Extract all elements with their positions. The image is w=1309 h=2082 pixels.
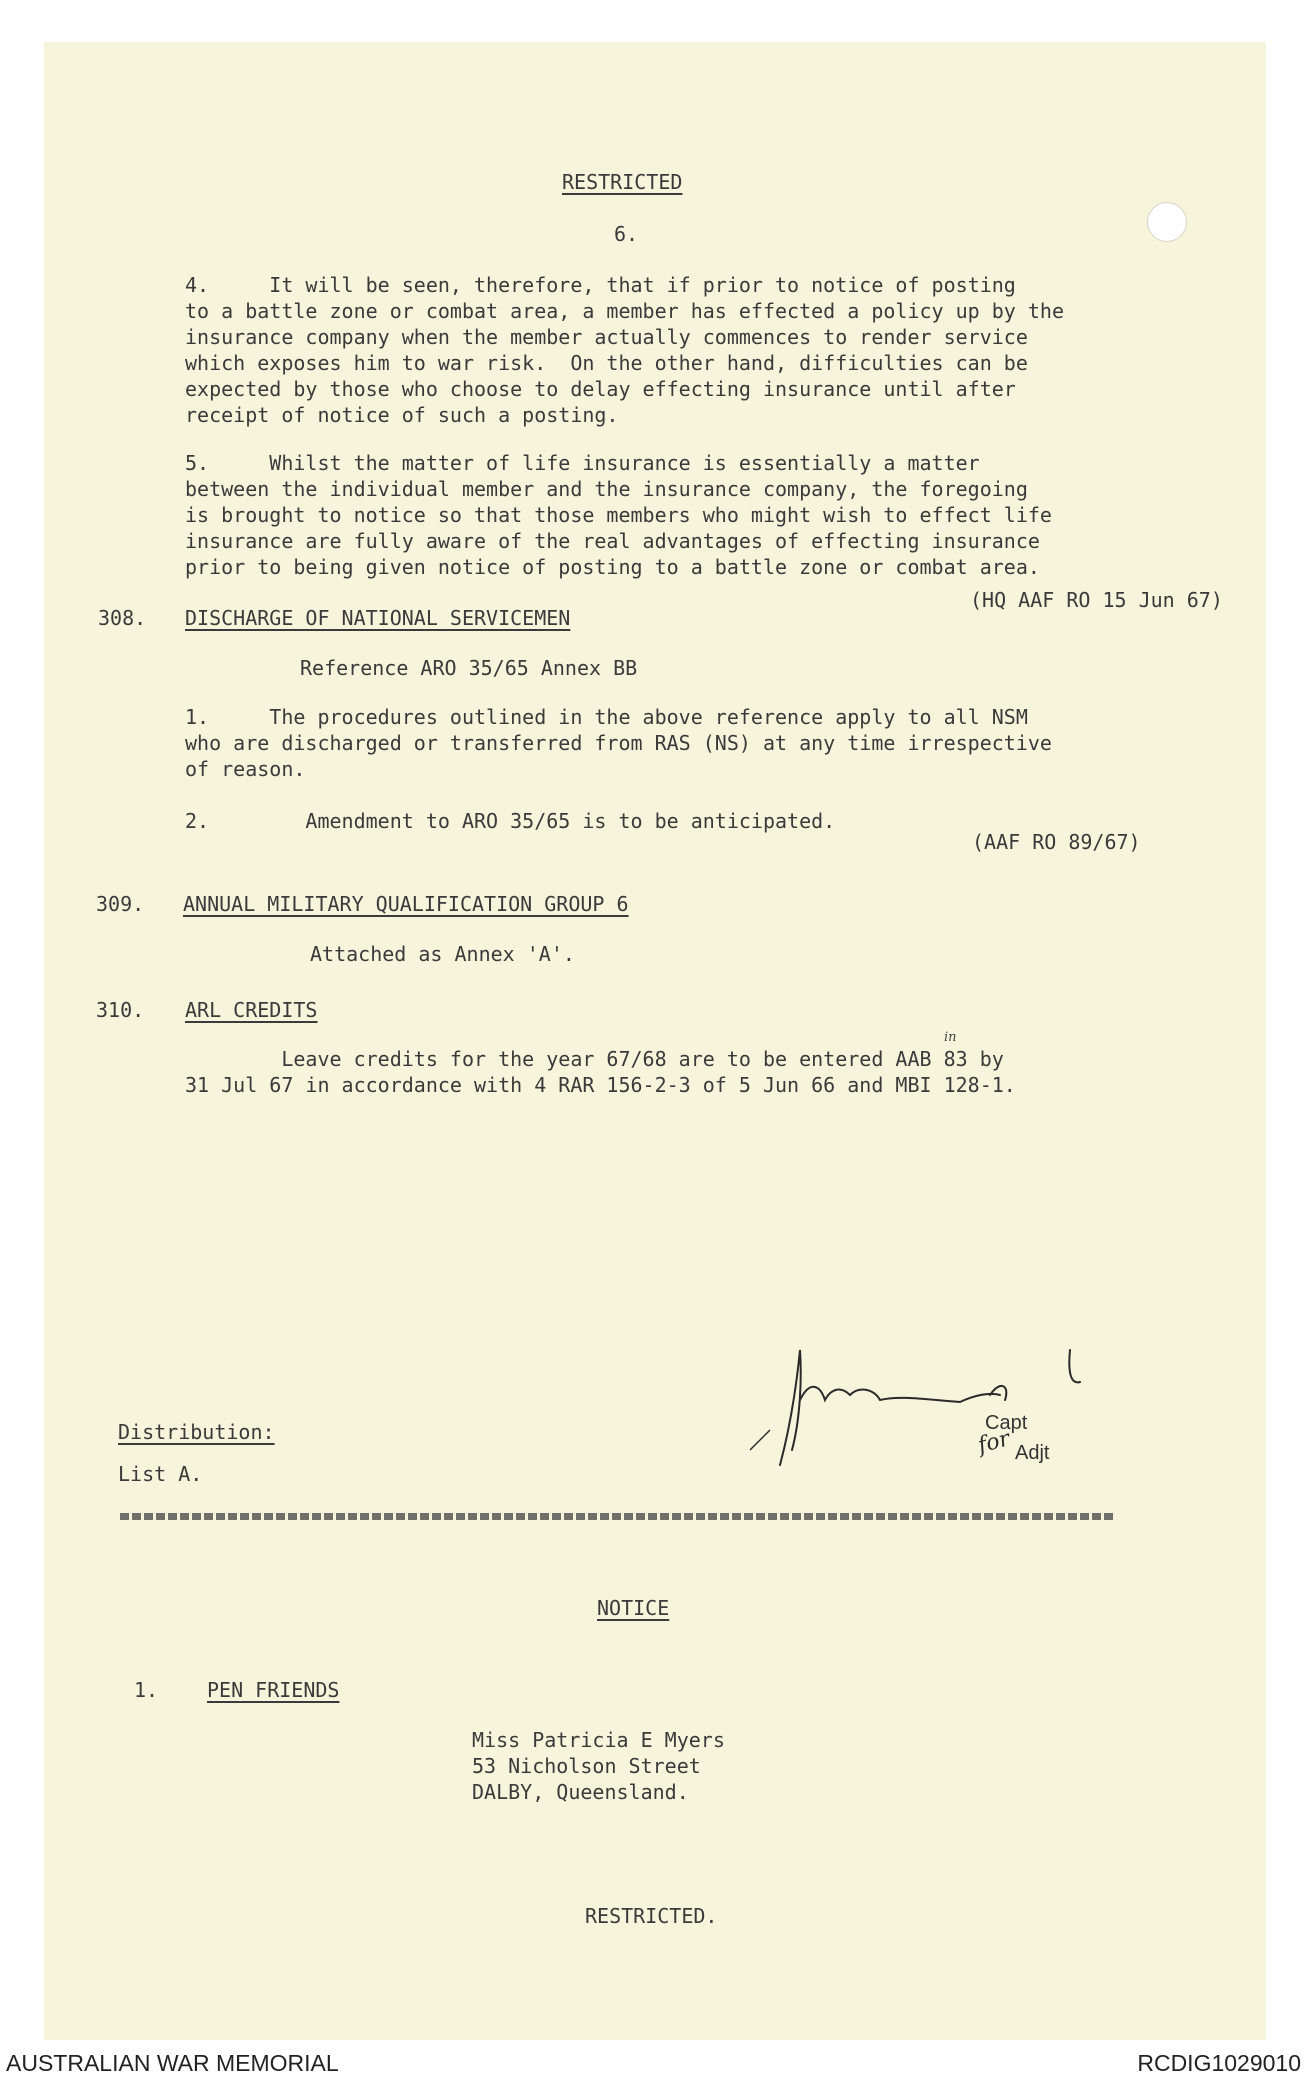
section-number-309: 309.	[96, 892, 145, 916]
separator-rule	[120, 1513, 1115, 1520]
address-line-street: 53 Nicholson Street	[472, 1754, 701, 1778]
page-number: 6.	[614, 222, 639, 246]
signature-appointment: Adjt	[1015, 1442, 1050, 1464]
archive-caption-left: AUSTRALIAN WAR MEMORIAL	[6, 2050, 339, 2076]
section-number-308: 308.	[98, 606, 147, 630]
classification-header: RESTRICTED	[562, 170, 683, 194]
address-line-town: DALBY, Queensland.	[472, 1780, 689, 1804]
section-308-item-1: 1. The procedures outlined in the above reference apply to all NSM who are discharged or transferred from RAS (NS) at any time irrespective of reason.	[185, 705, 1052, 781]
section-number-310: 310.	[96, 998, 145, 1022]
section-title-310: ARL CREDITS	[185, 998, 318, 1022]
reference-hq-aaf: (HQ AAF RO 15 Jun 67)	[970, 588, 1223, 612]
section-308-item-2: 2. Amendment to ARO 35/65 is to be anticipated.	[185, 809, 836, 833]
section-title-309: ANNUAL MILITARY QUALIFICATION GROUP 6	[183, 892, 629, 916]
signature-rank: Capt	[985, 1412, 1028, 1434]
classification-footer: RESTRICTED.	[585, 1904, 718, 1928]
section-title-308: DISCHARGE OF NATIONAL SERVICEMEN	[185, 606, 571, 630]
address-line-name: Miss Patricia E Myers	[472, 1728, 725, 1752]
signature	[740, 1340, 1120, 1470]
distribution-label: Distribution:	[118, 1420, 275, 1444]
section-309-body: Attached as Annex 'A'.	[310, 942, 575, 966]
paragraph-5: 5. Whilst the matter of life insurance is essentially a matter between the individual member and the insurance company, the foregoing is brought to notice so that those members who might wish to effect life insurance are fully aware of the real advantages of effecting insurance prior to being given notice of posting to a battle zone or combat area.	[185, 451, 1052, 579]
notice-title: NOTICE	[597, 1596, 670, 1620]
archive-caption-right: RCDIG1029010	[1137, 2050, 1301, 2076]
section-reference-308: Reference ARO 35/65 Annex BB	[300, 656, 638, 680]
notice-item-title: PEN FRIENDS	[207, 1678, 340, 1702]
distribution-value: List A.	[118, 1462, 203, 1486]
signature-for-mark: for	[975, 1426, 1013, 1459]
section-310-body: Leave credits for the year 67/68 are to be entered AAB 83 by 31 Jul 67 in accordance with 4 RAR 156-2-3 of 5 Jun 66 and MBI 128-1.	[185, 1047, 1016, 1097]
section-308-source: (AAF RO 89/67)	[972, 830, 1141, 854]
handwritten-insert-mark: in	[944, 1030, 957, 1045]
notice-item-number: 1.	[134, 1678, 159, 1702]
paragraph-4: 4. It will be seen, therefore, that if prior to notice of posting to a battle zone or combat area, a member has effected a policy up by the insurance company when the member actually commences to render service which exposes him to war risk. On the other hand, difficulties can be expected by those who choose to delay effecting insurance until after receipt of notice of such a posting.	[185, 273, 1064, 427]
punch-hole	[1147, 202, 1187, 242]
